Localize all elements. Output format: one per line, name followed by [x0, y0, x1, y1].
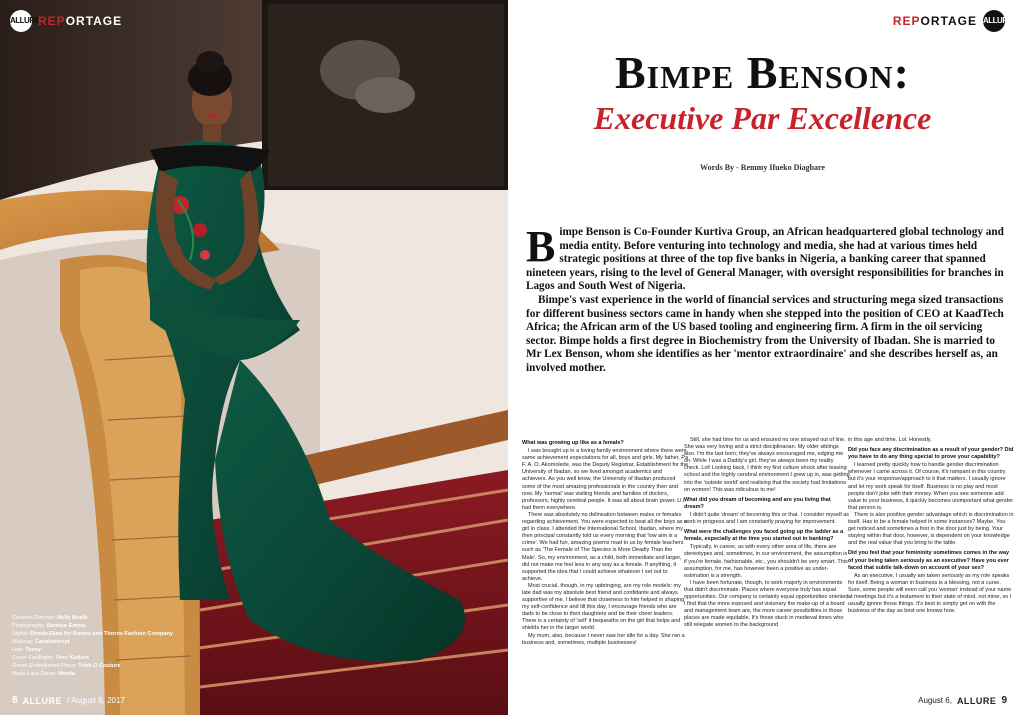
- interview-answer: As an executive, I usually am taken seriously as my role speaks for itself. Being a woman in business is a blessing, not a curse. Sure, some people will even call you 'woman' instead of your name at meetings but it's a testament to their state of mind, not mine, so I usually ignore those things. It's best to simply get on with the business of the day as best one knows how.: [848, 572, 1012, 615]
- page-folio-right: [918, 695, 1007, 706]
- interview-answer: There was absolutely no delineation between males or females regarding achievement. You were expected to beat all the boys as a girl in class. I attended the International School, Ibadan, where my then principal constantly told us every morning that 'low aim is a crime'. We had fun, amazing poems read to us by female teachers such as 'The Female of The Species is More Deadly Than the Male'. So, my environment, as a child, both immediate and larger, did not make me feel less in any way as a female. If anything, it supported the idea that I could achieve whatever I set out to achieve.: [522, 511, 688, 582]
- interview-question: What was growing up like as a female?: [522, 440, 624, 446]
- credit-row: Green Embellished Piece: Trish O Couture: [12, 663, 121, 669]
- article-intro: [526, 222, 1004, 376]
- issue-date: August 6,: [918, 696, 952, 705]
- article-subtitle: Executive Par Excellence: [593, 100, 932, 136]
- credit-row: Stylist: Rhoda Ekan for Rowes and Thorns Fashion Company: [12, 631, 174, 637]
- page-folio-left: [12, 695, 125, 706]
- credit-row: Makeup: Casakoncept: [12, 639, 70, 645]
- intro-paragraph: Bimpe's vast experience in the world of financial services and structuring mega sized transactions for different business sectors came in handy when she stepped into the position of CEO at KaadTech Africa; the African arm of the US based tooling and engineering firm. A firm in the oil servicing sector. Bimpe holds a first degree in Biochemistry from the University of Ibadan. She is married to Mr Lex Benson, whom she identifies as her 'mentor extraordinaire' and she describes herself as, an involved mother.: [526, 293, 1004, 374]
- interview-question: What were the challenges you faced going up the ladder as a female, especially at the time you started out in banking?: [684, 529, 844, 543]
- credit-row: Nude Lace Dress: Moofa: [12, 671, 75, 677]
- interview-answer: I have been fortunate, though, to work majorly in environments that didn't discriminate. Places where everyone truly has equal opportunities. Our company is certainly equal opportunities oriented. I find that the more exposed and visionary the make-up of a board and management team are, the more career possibilities in those places are made equitable. It's those stuck in medieval times who still relegate women to the background: [684, 579, 851, 629]
- page-number: 9: [1001, 695, 1007, 706]
- interview-answer: Still, she had time for us and ensured no one strayed out of line. She was very loving and a strict disciplinarian. My older siblings also. I'm the last born; they've always encouraged me, edging me on. While I was a Daddy's girl, they've always been my reality check. Lol! Looking back, I think my first culture shock after leaving school and the highly cerebral environment I grew up in, was getting into the 'outside world' and realising that the society had limitations on women! This was ridiculous to me!: [684, 437, 850, 493]
- credit-row: Creative Director: Nelly Mesik: [12, 615, 88, 621]
- article-column-2: [684, 437, 850, 629]
- page-number: 8: [12, 695, 18, 706]
- interview-answer: Most crucial, though, in my upbringing, are my role models: my late dad was my absolute best friend and confidante and always supportive of me. I believe that closeness to him helped in shaping my self-confidence and till this day, I encourage friends who are dads to be close to their daughters and be their cheer leaders. There is a certainty of 'self' it bequeaths on the girl that helps and shields her in the larger world.: [522, 582, 685, 632]
- credit-row: Photography: Bamiyo Emma: [12, 623, 86, 629]
- article-column-1: [522, 437, 688, 647]
- intro-paragraph: Bimpe Benson is Co-Founder Kurtiva Group, an African headquartered global technology and media entity. Before venturing into technology and media, she had at various times held strategic positions at three of the top five banks in Nigeria, a banking career that spanned nineteen years, rising to the level of General Manager, with oversight responsibilities for branches in Lagos and South West of Nigeria.: [526, 222, 1004, 293]
- credit-row: Hair: Tessy: [12, 647, 41, 653]
- interview-answer: There is also positive gender advantage which is discrimination in itself. Has to be a female helped in some instances? Maybe. You get noticed and sometimes a foot in the door just by being. Your staying within that door, however, is dependent on your knowledge and the real value that you bring to the table.: [848, 511, 1014, 547]
- interview-question: Did you face any discrimination as a result of your gender? Did you have to do any thing special to prove your capability?: [848, 447, 1014, 461]
- interview-answer: in this age and time. Lol. Honestly.: [848, 437, 932, 443]
- interview-answer: I was brought up in a loving family environment where there were same achievement expectations for all, boys and girls. My father, Pa F. A. O. Akomolede, was the Deputy Registrar, Establishment for the University of Ibadan, so we lived amongst academics and achievers. As you well know, the University of Ibadan produced some of the most amazing professionals in the country then and now. My 'normal' was visiting friends and families of doctors, professors, highly cerebral people. It was all about brain power. U.I. had them everywhere.: [522, 448, 688, 511]
- allure-logo-icon: ALLURE: [983, 10, 1005, 32]
- interview-question: Did you feel that your femininity sometimes comes in the way of your being taken seriously as an executive? Have you ever faced that subtle talk-down on account of your sex?: [848, 550, 1010, 571]
- left-page-photo-spread: [0, 0, 508, 715]
- interview-question: What did you dream of becoming and are you living that dream?: [684, 496, 831, 510]
- credit-row: Cover Facilitator: Urez Kulture: [12, 655, 90, 661]
- section-tag: REPORTAGE: [38, 14, 123, 28]
- interview-answer: Typically, in career, as with every other area of life, there are stereotypes and, sometimes, in our environment, the assumption is if you're female, fashionable, etc., you shouldn't be very smart. This assumption, for me, has however been a positive as under-estimation is a strength.: [684, 544, 848, 579]
- byline: Words By - Remmy Ifueko Diagbare: [700, 163, 825, 172]
- section-tag: REPORTAGE: [892, 14, 977, 28]
- magazine-name: ALLURE: [22, 695, 63, 706]
- photo-credits: [12, 614, 212, 678]
- article-column-3: [848, 437, 1014, 615]
- interview-answer: I didn't quite 'dream' of becoming this or that. I consider myself as work in progress and I am constantly praying for improvement.: [684, 511, 850, 526]
- article-title: Bimpe Benson:: [615, 47, 910, 98]
- issue-date: / August 6, 2017: [67, 696, 125, 705]
- cover-photo: [0, 0, 508, 715]
- interview-answer: I learned pretty quickly how to handle gender discrimination whenever I came across it. Of course, it's rampant in this country but it's your response/approach to it that matters. I usually ignore and let my work speak for itself. Business is no play and most people don't joke with their money. When you see someone add value to your business, it quickly becomes unimportant what gender that person is.: [848, 462, 1014, 511]
- allure-logo-icon: ALLURE: [10, 10, 32, 32]
- magazine-name: ALLURE: [956, 695, 997, 706]
- drop-cap: B: [526, 222, 556, 271]
- interview-answer: My mum, also, because I never saw her idle for a day. She ran a business and, sometimes, multiple businesses!: [522, 632, 685, 646]
